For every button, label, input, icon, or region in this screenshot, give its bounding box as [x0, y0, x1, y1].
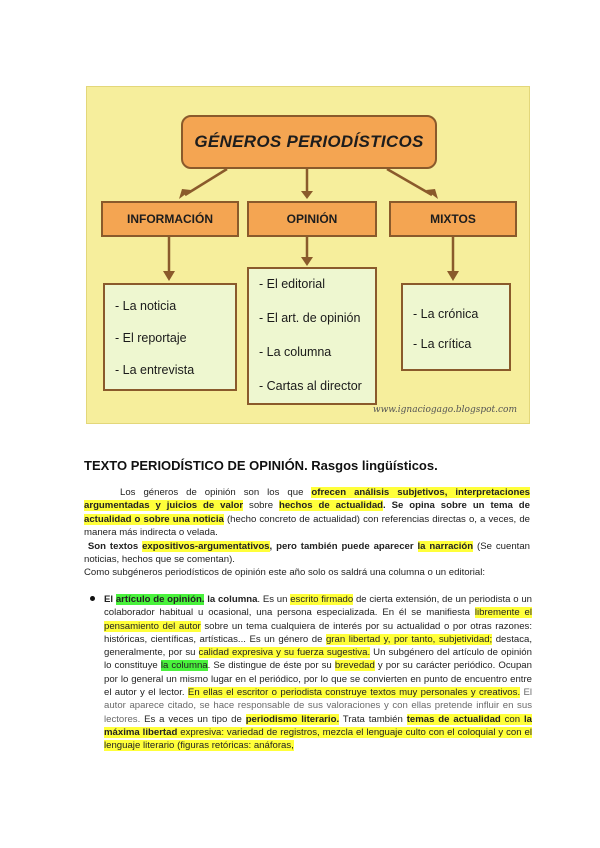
- list-item: - Cartas al director: [259, 379, 362, 393]
- text-span: Es a veces un tipo de: [140, 713, 246, 725]
- text-span: destaca, generalmente, por su: [104, 633, 532, 659]
- highlight: calidad expresiva y su fuerza sugestiva.: [198, 647, 371, 659]
- mixtos-list: [401, 283, 511, 371]
- highlight: gran libertad y, por tanto, subjetividad;: [325, 633, 493, 645]
- highlight: hechos de actualidad: [278, 500, 384, 512]
- highlight: temas de actualidad: [406, 713, 501, 725]
- highlight: ofrecen análisis subjetivos, interpretaciones argumentadas y juicios de valor: [84, 487, 530, 512]
- paragraph-textos: [84, 540, 530, 567]
- highlight: la máxima libertad: [104, 713, 532, 738]
- text-span: , pero también puede aparecer: [269, 541, 418, 552]
- text-span: de cierta extensión, de un periodista o un colaborador habitual u ocasional, una persona especializada. En él se manifiesta: [104, 594, 533, 619]
- opinion-list: [247, 267, 377, 405]
- highlight: expresiva: variedad de registros, mezcla el lenguaje culto con el coloquial y con el lenguaje literario (figuras retóricas: anáforas,: [104, 726, 532, 752]
- text-span: . Se distingue de éste por su: [207, 660, 335, 672]
- bullet-icon: [90, 596, 95, 601]
- text-span: El autor aparece citado, se hace responsable de sus valoraciones y con ellas pretende influir en sus lectores.: [104, 687, 532, 725]
- text-span: . Se opina sobre un tema de: [383, 500, 530, 512]
- list-item: - La columna: [259, 345, 332, 359]
- highlight: expositivos-argumentativos: [142, 541, 270, 552]
- bullet-text: [104, 593, 532, 753]
- category-opinion: OPINIÓN: [247, 201, 377, 237]
- text-span: Los géneros de opinión son los que: [120, 487, 312, 498]
- genres-diagram: [86, 86, 530, 424]
- category-mixtos: MIXTOS: [389, 201, 517, 237]
- text-span: (Se cuentan noticias, hechos que se comentan).: [84, 541, 531, 566]
- list-item: - La entrevista: [115, 363, 195, 377]
- paragraph-subgeneros: Como subgéneros periodísticos de opinión este año solo os saldrá una columna o un editorial:: [84, 567, 486, 578]
- highlight: con: [500, 713, 524, 725]
- highlight: En ellas el escritor o periodista construye textos muy personales y creativos.: [187, 687, 521, 699]
- highlight: la narración: [417, 541, 474, 552]
- text-span: . Es un: [257, 594, 291, 605]
- list-item: - La crónica: [413, 307, 479, 321]
- text-span: la columna: [204, 594, 258, 605]
- text-span: El: [104, 594, 116, 605]
- highlight-green: artículo de opinión.: [115, 594, 205, 605]
- list-item: - El reportaje: [115, 331, 187, 345]
- bullet-articulo-opinion: [104, 593, 532, 753]
- blog-watermark: www.ignaciogago.blogspot.com: [372, 405, 517, 415]
- text-span: (hecho concreto de actualidad) con referencias directas o, a veces, de manera más indirecta o velada.: [84, 513, 530, 539]
- text-span: y por su carácter periódico. Ocupan por lo general un mismo lugar en el periódico, por lo que se convierten en punto de encuentro entre el autor y el lector.: [104, 660, 532, 699]
- section-heading: TEXTO PERIODÍSTICO DE OPINIÓN. Rasgos lingüísticos.: [84, 458, 438, 473]
- list-item: - El art. de opinión: [259, 311, 361, 325]
- arrow-to-mixtos: [387, 169, 432, 195]
- text-span: Trata también: [339, 713, 407, 725]
- highlight: periodismo literario.: [245, 713, 340, 725]
- text-span: sobre un tema cualquiera de interés por su actualidad o por otras razones: históricas, científicas, artísticas... Es un género de: [104, 620, 532, 645]
- list-item: - La crítica: [413, 337, 472, 351]
- list-item: - La noticia: [115, 299, 177, 313]
- list-item: - El editorial: [259, 277, 325, 291]
- paragraph-intro: [84, 486, 530, 540]
- arrow-to-informacion: [185, 169, 227, 195]
- highlight: actualidad o sobre una noticia: [84, 513, 224, 525]
- highlight-green: la columna: [160, 660, 208, 672]
- diagram-title: GÉNEROS PERIODÍSTICOS: [181, 115, 437, 169]
- highlight: libremente el pensamiento del autor: [104, 607, 532, 632]
- highlight: escrito firmado: [290, 594, 354, 605]
- text-span: Son textos: [87, 541, 143, 552]
- informacion-list: [103, 283, 237, 391]
- category-informacion: INFORMACIÓN: [101, 201, 239, 237]
- text-span: Un subgénero del artículo de opinión lo constituye: [104, 647, 532, 672]
- text-span: sobre: [243, 500, 279, 512]
- highlight: brevedad: [334, 660, 375, 672]
